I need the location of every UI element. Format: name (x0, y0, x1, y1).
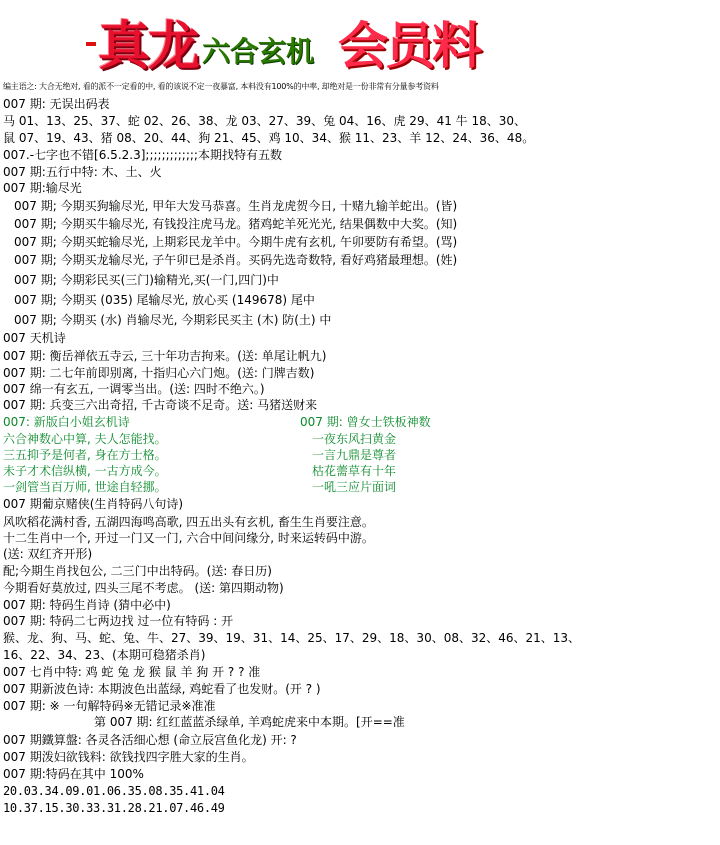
number-line: 20.03.34.09.01.06.35.08.35.41.04 (3, 784, 225, 798)
banner-dash (86, 42, 96, 46)
text-line: 007 天机诗 (3, 331, 66, 345)
text-line: 007 期; 今期买牛输尽光, 有钱投注虎马龙。猪鸡蛇羊死光光, 结果偶数中大奖。(知) (14, 217, 458, 231)
text-line: 007 期:五行中特: 木、土、火 (3, 165, 162, 179)
text-line: 007 期; 今期买 (035) 尾输尽光, 放心买 (149678) 尾中 (14, 293, 315, 307)
text-line: 007 期:输尽光 (3, 181, 82, 195)
text-line: 007 期葡京赌侠(生肖特码八句诗) (3, 497, 184, 511)
text-line: 十二生肖中一个, 开过一门又一门, 六合中间问缘分, 时来运转码中游。 (3, 531, 374, 545)
poem-line-left: 一剑管当百万师, 世途自轻挪。 (3, 480, 167, 494)
text-line: 马 01、13、25、37、蛇 02、26、38、龙 03、27、39、兔 04、16、虎 29、41 牛 18、30、 (3, 114, 527, 128)
text-line: 16、22、34、23、(本期可稳猪杀肖) (3, 648, 206, 662)
banner (0, 0, 720, 78)
poem-line-left: 三五抑予是何者, 身在方士格。 (3, 448, 167, 462)
text-line: 007 绵一有玄五, 一调零当出。(送: 四时不绝六。) (3, 382, 265, 396)
text-line: 配;今期生肖找包公, 二三门中出特码。(送: 春日历) (3, 564, 272, 578)
text-line: 007 期新波色诗: 本期波色出蓝绿, 鸡蛇看了也发财。(开 ? ) (3, 682, 321, 696)
text-line: 007 期: 特码二七两边找 过一位有特码 : 开 (3, 614, 234, 628)
poem-line-right: 一言九鼎是尊者 (312, 448, 397, 462)
text-line: 007 期; 今期买 (水) 肖输尽光, 今期彩民买主 (木) 防(土) 中 (14, 313, 332, 327)
text-line: (送: 双红齐开形) (3, 547, 93, 561)
text-line: 猴、龙、狗、马、蛇、兔、牛、27、39、19、31、14、25、17、29、18、30、08、32、46、21、13、 (3, 631, 581, 645)
text-line: 007.-七字也不错[6.5.2.3];;;;;;;;;;;;;本期找特有五数 (3, 148, 282, 162)
text-line: 007 期: ※ 一句解特码※无错记录※准准 (3, 699, 216, 713)
text-line: 007 期: 特码生肖诗 (猜中必中) (3, 598, 171, 612)
poem-line-left: 六合神数心中算, 夫人怎能找。 (3, 432, 167, 446)
text-line: 鼠 07、19、43、猪 08、20、44、狗 21、45、鸡 10、34、猴 11、23、羊 12、24、36、48。 (3, 131, 535, 145)
text-line: 007 七肖中特: 鸡 蛇 兔 龙 猴 鼠 羊 狗 开 ? ? 准 (3, 665, 261, 679)
poem-line-left: 未子才术信纵横, 一古方成今。 (3, 464, 167, 478)
text-line: 007 期: 二七年前即别离, 十指归心六门炮。(送: 门牌吉数) (3, 366, 315, 380)
text-line: 007 期; 今期买狗输尽光, 甲年大发马恭喜。生肖龙虎贺今日, 十赌九输羊蛇出。(皆) (14, 199, 458, 213)
number-line: 10.37.15.30.33.31.28.21.07.46.49 (3, 801, 225, 815)
poem-heading-left: 007: 新版白小姐玄机诗 (3, 415, 130, 429)
poem-heading-right: 007 期: 曾女士铁板神数 (300, 415, 431, 429)
text-line: 风吹稻花满村香, 五湖四海鸣高歌, 四五出头有玄机, 畜生生肖要注意。 (3, 515, 374, 529)
text-line: 007 期: 衡岳禅依五寺云, 三十年功吉拘来。(送: 单尾让帆九) (3, 349, 327, 363)
text-line: 007 期鐵算盤: 各灵各活细心想 (命立辰宫鱼化龙) 开: ? (3, 733, 297, 747)
banner-title-right: 会员料 (338, 17, 479, 75)
text-line: 007 期: 无误出码表 (3, 97, 110, 111)
text-line: 007 期:特码在其中 100% (3, 767, 144, 781)
banner-title-main: 真龙 (98, 16, 199, 77)
text-line: 007 期: 兵变三六出奇招, 千古奇谈不足奇。送: 马猪送财来 (3, 398, 318, 412)
text-line: 第 007 期: 红红蓝蓝杀绿单, 羊鸡蛇虎来中本期。[开==准 (94, 715, 405, 729)
text-line: 007 期; 今期买蛇输尽光, 上期彩民龙羊中。今期牛虎有玄机, 午卯要防有希望。(骂) (14, 235, 458, 249)
disclaimer: 编主语之: 大合无绝对, 看的派不一定看的中, 看的该说不定一夜暴富, 本料没有100%的中率, 却绝对是一份非常有分量参考资料 (3, 82, 439, 91)
poem-line-right: 枯花薷草有十年 (312, 464, 397, 478)
text-line: 007 期; 今期彩民买(三门)输精光,买(一门,四门)中 (14, 273, 279, 287)
poem-line-right: 一吼三应片面词 (312, 480, 397, 494)
text-line: 今期看好莫放过, 四头三尾不考虑。 (送: 第四期动物) (3, 581, 284, 595)
banner-title-mid: 六合玄机 (202, 35, 315, 68)
poem-line-right: 一夜东风扫黄金 (312, 432, 397, 446)
text-line: 007 期泼妇欲钱料: 欲钱找四字胜大家的生肖。 (3, 750, 254, 764)
text-line: 007 期; 今期买龙输尽光, 子午卯已是杀肖。买码先选奇数特, 看好鸡猪最理想。(姓) (14, 253, 458, 267)
